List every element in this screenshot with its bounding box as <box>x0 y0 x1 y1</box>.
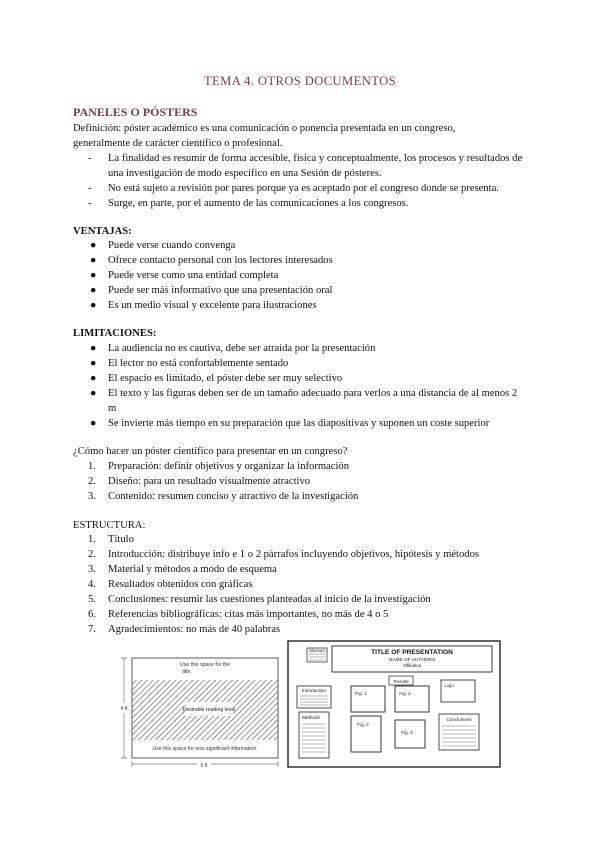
fig2-box <box>395 686 429 712</box>
list-item-text: Resultados obtenidos con gráficas <box>108 579 253 590</box>
list-item <box>88 547 528 562</box>
height-label: 4 ft <box>120 706 128 712</box>
list-item-text: Agradecimientos: no más de 40 palabras <box>108 624 281 635</box>
number-marker: 6. <box>88 609 96 620</box>
list-item <box>88 489 528 504</box>
poster-layout-figure <box>287 640 501 768</box>
number-marker: 7. <box>88 624 96 635</box>
bullet-icon: ● <box>90 255 97 266</box>
title-space-text-1: Use this space for the <box>179 662 231 668</box>
number-marker: 2. <box>88 549 96 560</box>
paneles-definition-line-2: generalmente de carácter científico o profesional. <box>73 138 283 149</box>
list-item-text: Surge, en parte, por el aumento de las comunicaciones a los congresos. <box>108 198 409 209</box>
introduction-label: Introduction <box>301 688 327 693</box>
estructura-heading: ESTRUCTURA: <box>73 520 146 531</box>
list-item <box>88 268 528 283</box>
list-item-text: Preparación: definir objetivos y organizar la información <box>108 461 350 472</box>
fig4-label: Fig. 4 <box>401 730 413 735</box>
title-space-text-2: title. <box>182 669 192 675</box>
paneles-heading: PANELES O PÓSTERS <box>73 105 198 119</box>
list-item-text: Se invierte más tiempo en su preparación que las diapositivas y suponen un coste superior <box>108 418 490 429</box>
list-item <box>88 386 528 416</box>
list-item-text: Contenido: resumen conciso y atractivo de la investigación <box>108 491 359 502</box>
list-item <box>88 151 528 181</box>
list-item-text: Título <box>108 534 134 545</box>
dash-marker: - <box>88 183 92 194</box>
list-item <box>88 592 528 607</box>
list-item <box>88 298 528 313</box>
list-item <box>88 577 528 592</box>
number-marker: 2. <box>88 476 96 487</box>
list-item-text: Introducción: distribuye info e 1 o 2 párrafos incluyendo objetivos, hipótesis y métodos <box>108 549 480 560</box>
estructura-list <box>88 532 528 637</box>
authors-text: NAME OF AUTHORS <box>388 658 436 663</box>
list-item <box>88 253 528 268</box>
list-item-text: Diseño: para un resultado visualmente atractivo <box>108 476 311 487</box>
number-marker: 5. <box>88 594 96 605</box>
list-item <box>88 341 528 356</box>
list-item-text: El texto y las figuras deben ser de un tamaño adecuado para verlos a una distancia de al menos 2 m <box>108 388 518 414</box>
bullet-icon: ● <box>90 358 97 369</box>
number-marker: 3. <box>88 564 96 575</box>
list-item-text: La audiencia no es cautiva, debe ser atraída por la presentación <box>108 343 376 354</box>
list-item-text: La finalidad es resumir de forma accesible, física y conceptualmente, los procesos y resultados de una investigación de modo específico en una Sesión de pósteres. <box>108 153 523 179</box>
fig2-label: Fig. 2 <box>399 691 411 696</box>
abstract-label: Abstract <box>309 648 325 653</box>
bullet-icon: ● <box>90 285 97 296</box>
fig3-label: Fig. 3 <box>357 722 369 727</box>
list-item-text: Es un medio visual y excelente para ilustraciones <box>108 300 317 311</box>
bullet-icon: ● <box>90 240 97 251</box>
results-label: Results <box>393 679 409 684</box>
list-item <box>88 532 528 547</box>
paneles-list <box>88 151 528 211</box>
logo-label: Logo <box>444 683 454 688</box>
list-item-text: El espacio es limitado, el póster debe ser muy selectivo <box>108 373 343 384</box>
list-item-text: Puede ser más informativo que una presentación oral <box>108 285 333 296</box>
list-item <box>88 181 528 196</box>
bullet-icon: ● <box>90 300 97 311</box>
list-item-text: Conclusiones: resumir las cuestiones planteadas al inicio de la investigación <box>108 594 431 605</box>
conclusions-label: Conclusions <box>446 717 472 722</box>
limitaciones-heading: LIMITACIONES: <box>73 328 157 339</box>
number-marker: 4. <box>88 579 96 590</box>
bullet-icon: ● <box>90 373 97 384</box>
ventajas-list <box>88 238 528 313</box>
dash-marker: - <box>88 153 92 164</box>
bullet-icon: ● <box>90 343 97 354</box>
list-item <box>88 356 528 371</box>
bullet-icon: ● <box>90 388 97 399</box>
list-item <box>88 622 528 637</box>
reading-level-text: Desirable reading level <box>182 707 236 713</box>
number-marker: 1. <box>88 534 96 545</box>
list-item <box>88 474 528 489</box>
dash-marker: - <box>88 198 92 209</box>
list-item <box>88 238 528 253</box>
list-item <box>88 459 528 474</box>
fig1-box <box>351 686 385 712</box>
methods-label: Methods <box>302 715 320 720</box>
less-info-text: Use this space for less significant information. <box>152 746 258 752</box>
list-item <box>88 371 528 386</box>
poster-title-text: TITLE OF PRESENTATION <box>371 649 453 656</box>
list-item-text: Puede verse cuando convenga <box>108 240 236 251</box>
list-item-text: El lector no está confortablemente sentado <box>108 358 289 369</box>
list-item-text: Ofrece contacto personal con los lectores interesados <box>108 255 333 266</box>
list-item <box>88 196 528 211</box>
number-marker: 1. <box>88 461 96 472</box>
list-item <box>88 283 528 298</box>
bullet-icon: ● <box>90 418 97 429</box>
number-marker: 3. <box>88 491 96 502</box>
bullet-icon: ● <box>90 270 97 281</box>
como-question: ¿Cómo hacer un póster científico para presentar en un congreso? <box>73 446 348 457</box>
ventajas-heading: VENTAJAS: <box>73 226 132 237</box>
width-label: 6 ft <box>200 763 208 769</box>
list-item-text: No está sujeto a revisión por pares porque ya es aceptado por el congreso donde se presenta. <box>108 183 499 194</box>
limitaciones-list <box>88 341 528 431</box>
list-item <box>88 607 528 622</box>
affiliation-text: Affiliation <box>402 663 422 668</box>
document-title: TEMA 4. OTROS DOCUMENTOS <box>204 74 396 88</box>
list-item-text: Referencias bibliográficas: citas más importantes, no más de 4 o 5 <box>108 609 389 620</box>
fig1-label: Fig. 1 <box>355 691 367 696</box>
list-item <box>88 416 528 431</box>
list-item-text: Puede verse como una entidad completa <box>108 270 279 281</box>
como-list <box>88 459 528 504</box>
poster-zones-figure <box>115 650 283 770</box>
list-item-text: Material y métodos a modo de esquema <box>108 564 277 575</box>
list-item <box>88 562 528 577</box>
paneles-definition-line-1: Definición: póster académico es una comunicación o ponencia presentada en un congreso, <box>73 123 456 134</box>
